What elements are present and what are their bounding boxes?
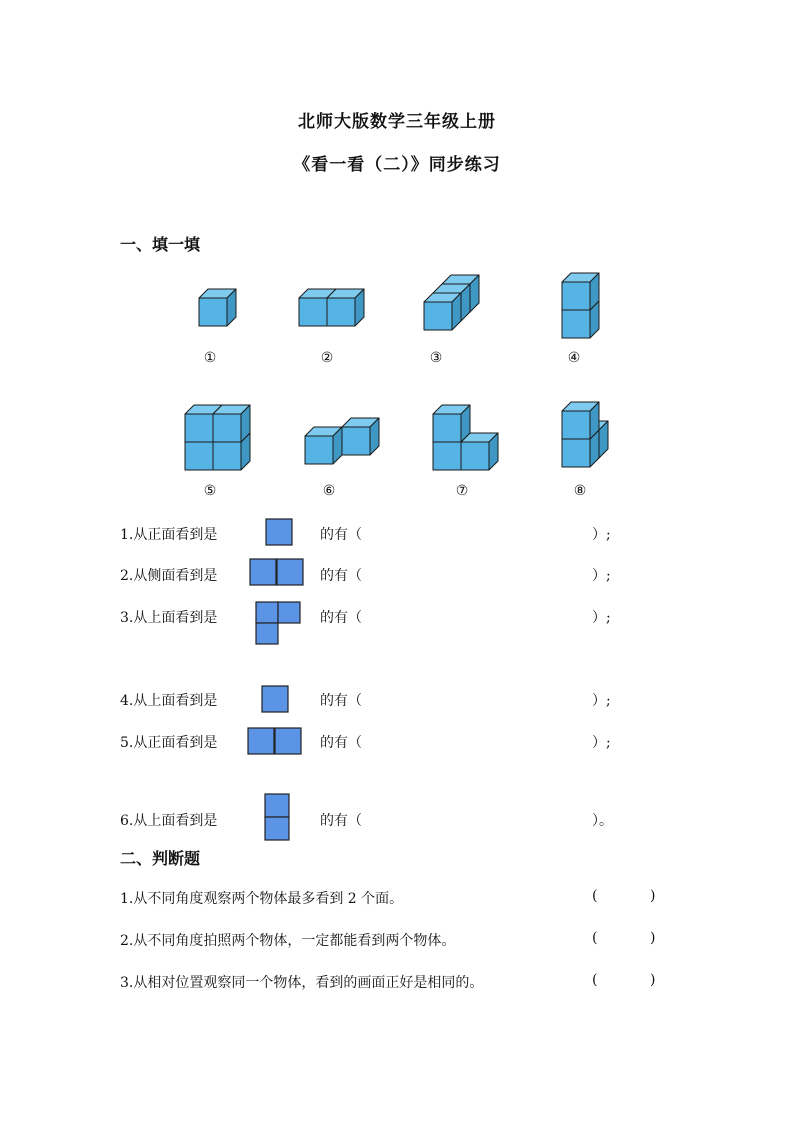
section-heading-fill: 一、填一填 xyxy=(120,235,201,254)
figure-5-cube-2-top xyxy=(213,433,250,442)
figure-6-cube-2-front xyxy=(305,436,333,464)
view-square-q5a xyxy=(248,728,274,754)
figure-5-cube-1-side xyxy=(213,433,222,470)
view-square-q5b xyxy=(275,728,301,754)
figure-8-cube-3-side xyxy=(590,402,599,439)
page-subtitle: 《看一看（二）》同步练习 xyxy=(293,155,501,175)
figure-4-cube-2-top xyxy=(562,273,599,282)
figure-5-cube-3-front xyxy=(185,414,213,442)
figure-3-cube-2-side xyxy=(461,284,470,321)
figure-4-cube-2-side xyxy=(590,273,599,310)
figure-3-cube-3-side xyxy=(452,293,461,330)
view-square-q4 xyxy=(262,686,288,712)
figure-4-cube-2-front xyxy=(562,282,590,310)
question-6-close: ）。 xyxy=(592,813,613,829)
view-square-q2b xyxy=(277,559,303,585)
figure-7-cube-3-front xyxy=(433,414,461,442)
figure-8-cube-1-front xyxy=(571,430,599,458)
figure-3-cube-1-front xyxy=(442,284,470,312)
figure-3-cube-3-top xyxy=(424,293,461,302)
figure-7-cube-2-front xyxy=(461,442,489,470)
figure-7-cube-1-front xyxy=(433,442,461,470)
figure-4-cube-1-side xyxy=(590,301,599,338)
question-1-suffix: 的有（ xyxy=(320,527,362,543)
figure-8-cube-2-front xyxy=(562,439,590,467)
view-square-q1 xyxy=(266,519,292,545)
figure-7-cube-1-side xyxy=(461,433,470,470)
figure-6-cube-1-front xyxy=(342,427,370,455)
question-1-prompt: 1.从正面看到是 xyxy=(120,527,218,543)
figure-6-cube-2-top xyxy=(305,427,342,436)
figure-number-2: ② xyxy=(320,350,334,366)
figure-7-cube-3-top xyxy=(433,405,470,414)
figure-1-cube-1-top xyxy=(199,289,236,298)
question-3-suffix: 的有（ xyxy=(320,610,362,626)
question-2-suffix: 的有（ xyxy=(320,568,362,584)
figure-8-cube-2-top xyxy=(562,430,599,439)
judge-item-2-text: 2.从不同角度拍照两个物体，一定都能看到两个物体。 xyxy=(120,933,456,949)
judge-item-3-open: ( xyxy=(592,972,598,988)
figure-5-cube-1-front xyxy=(185,442,213,470)
figure-6-cube-1-top xyxy=(342,418,379,427)
figure-7-cube-2-side xyxy=(489,433,498,470)
figure-8-cube-1-side xyxy=(599,421,608,458)
question-4-close: ）; xyxy=(592,693,611,709)
figure-5-cube-4-front xyxy=(213,414,241,442)
figure-2-cube-2-side xyxy=(355,289,364,326)
figure-7-cube-3-side xyxy=(461,405,470,442)
figure-3-cube-2-top xyxy=(433,284,470,293)
question-4-prompt: 4.从上面看到是 xyxy=(120,693,218,709)
figure-number-5: ⑤ xyxy=(203,483,217,499)
figure-number-3: ③ xyxy=(429,350,443,366)
figure-number-4: ④ xyxy=(567,350,581,366)
view-square-q3c xyxy=(256,623,278,644)
question-6-prompt: 6.从上面看到是 xyxy=(120,813,218,829)
question-6-suffix: 的有（ xyxy=(320,813,362,829)
view-square-q6a xyxy=(265,794,289,817)
figure-5-cube-2-side xyxy=(241,433,250,470)
question-2-close: ）; xyxy=(592,568,611,584)
figure-2-cube-2-front xyxy=(327,298,355,326)
figure-1-cube-1-front xyxy=(199,298,227,326)
question-3-prompt: 3.从上面看到是 xyxy=(120,610,218,626)
figure-8-cube-2-side xyxy=(590,430,599,467)
figure-2-cube-1-front xyxy=(299,298,327,326)
figure-5-cube-1-top xyxy=(185,433,222,442)
question-5-prompt: 5.从正面看到是 xyxy=(120,735,218,751)
figure-3-cube-2-front xyxy=(433,293,461,321)
question-5-suffix: 的有（ xyxy=(320,735,362,751)
view-square-q2a xyxy=(250,559,276,585)
page-title: 北师大版数学三年级上册 xyxy=(298,112,496,132)
figure-2-cube-1-top xyxy=(299,289,336,298)
view-square-q3a xyxy=(256,602,278,623)
figure-4-cube-1-front xyxy=(562,310,590,338)
judge-item-1-text: 1.从不同角度观察两个物体最多看到 2 个面。 xyxy=(120,891,404,907)
figure-3-cube-1-side xyxy=(470,275,479,312)
judge-item-3-close: ) xyxy=(650,972,656,988)
figure-4-cube-1-top xyxy=(562,301,599,310)
figure-2-cube-2-top xyxy=(327,289,364,298)
figure-2-cube-1-side xyxy=(327,289,336,326)
view-square-q3b xyxy=(278,602,300,623)
figure-8-cube-3-top xyxy=(562,402,599,411)
judge-item-2-close: ) xyxy=(650,930,656,946)
figure-number-7: ⑦ xyxy=(455,483,469,499)
view-square-q6b xyxy=(265,817,289,840)
question-5-close: ）; xyxy=(592,735,611,751)
figure-7-cube-1-top xyxy=(433,433,470,442)
question-1-close: ）; xyxy=(592,527,611,543)
figure-5-cube-3-side xyxy=(213,405,222,442)
figure-7-cube-2-top xyxy=(461,433,498,442)
figure-number-8: ⑧ xyxy=(573,483,587,499)
figure-8-cube-1-top xyxy=(571,421,608,430)
figure-3-cube-3-front xyxy=(424,302,452,330)
judge-item-1-open: ( xyxy=(592,888,598,904)
figure-3-cube-1-top xyxy=(442,275,479,284)
figure-5-cube-4-top xyxy=(213,405,250,414)
figure-8-cube-3-front xyxy=(562,411,590,439)
question-3-close: ）; xyxy=(592,610,611,626)
figure-5-cube-4-side xyxy=(241,405,250,442)
figure-1-cube-1-side xyxy=(227,289,236,326)
figure-number-1: ① xyxy=(203,350,217,366)
figure-5-cube-2-front xyxy=(213,442,241,470)
figure-number-6: ⑥ xyxy=(322,483,336,499)
figure-6-cube-1-side xyxy=(370,418,379,455)
judge-item-2-open: ( xyxy=(592,930,598,946)
question-4-suffix: 的有（ xyxy=(320,693,362,709)
figure-5-cube-3-top xyxy=(185,405,222,414)
judge-item-1-close: ) xyxy=(650,888,656,904)
question-2-prompt: 2.从侧面看到是 xyxy=(120,568,218,584)
section-heading-judge: 二、判断题 xyxy=(120,849,201,868)
figure-6-cube-2-side xyxy=(333,427,342,464)
judge-item-3-text: 3.从相对位置观察同一个物体，看到的画面正好是相同的。 xyxy=(120,975,484,991)
